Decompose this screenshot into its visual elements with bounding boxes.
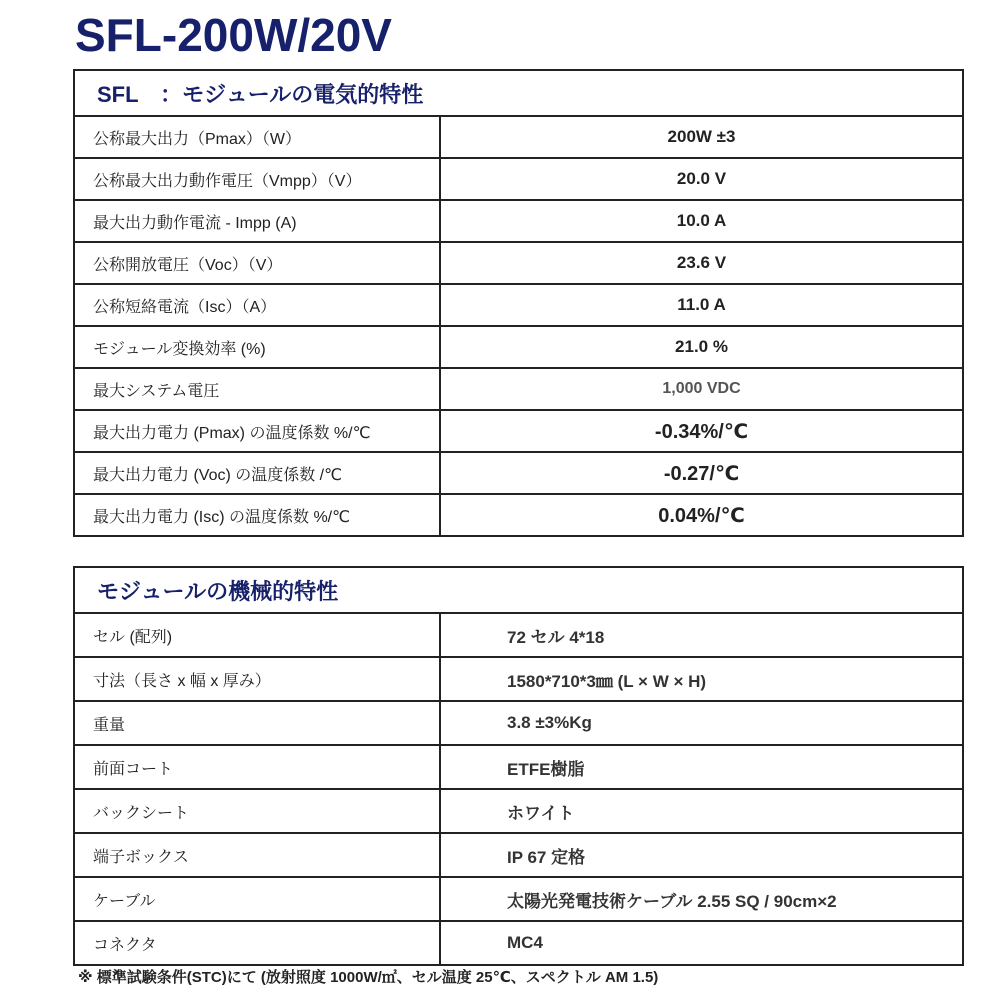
mechanical-characteristics-table	[73, 566, 964, 966]
row-value-backsheet: ホワイト	[440, 789, 963, 833]
table-row	[74, 242, 963, 284]
table-row	[74, 921, 963, 965]
row-label-connector: コネクタ	[74, 921, 440, 965]
row-label-isc: 公称短絡電流（Isc）（A）	[74, 284, 440, 326]
row-value-front-coat: ETFE樹脂	[440, 745, 963, 789]
row-label-pmax: 公称最大出力（Pmax）（W）	[74, 116, 440, 158]
row-label-cells: セル (配列)	[74, 613, 440, 657]
row-label-max-system-voltage: 最大システム電圧	[74, 368, 440, 410]
table-row	[74, 789, 963, 833]
row-label-temp-coef-voc: 最大出力電力 (Voc) の温度係数 /℃	[74, 452, 440, 494]
table-row	[74, 200, 963, 242]
table-row	[74, 701, 963, 745]
row-value-weight: 3.8 ±3%Kg	[440, 701, 963, 745]
table-row	[74, 494, 963, 536]
row-label-junction-box: 端子ボックス	[74, 833, 440, 877]
row-value-voc: 23.6 V	[440, 242, 963, 284]
row-label-weight: 重量	[74, 701, 440, 745]
row-value-pmax: 200W ±3	[440, 116, 963, 158]
table-row	[74, 745, 963, 789]
electrical-table-header: SFL ：モジュールの電気的特性	[74, 70, 963, 116]
row-label-cable: ケーブル	[74, 877, 440, 921]
row-value-connector: MC4	[440, 921, 963, 965]
row-value-temp-coef-voc: -0.27/℃	[440, 452, 963, 494]
table-row	[74, 877, 963, 921]
row-value-temp-coef-pmax: -0.34%/℃	[440, 410, 963, 452]
row-value-cable: 太陽光発電技術ケーブル 2.55 SQ / 90cm×2	[440, 877, 963, 921]
footnote: ※ 標準試験条件(STC)にて (放射照度 1000W/㎡、セル温度 25℃、スペクトル AM 1.5)	[78, 969, 659, 986]
row-value-max-system-voltage: 1,000 VDC	[440, 368, 963, 410]
table-row	[74, 326, 963, 368]
table-row	[74, 158, 963, 200]
table-row	[74, 657, 963, 701]
row-value-junction-box: IP 67 定格	[440, 833, 963, 877]
table-row	[74, 284, 963, 326]
row-value-cells: 72 セル 4*18	[440, 613, 963, 657]
row-value-temp-coef-isc: 0.04%/℃	[440, 494, 963, 536]
electrical-characteristics-table	[73, 69, 964, 537]
table-row	[74, 833, 963, 877]
row-label-dimensions: 寸法（長さ x 幅 x 厚み）	[74, 657, 440, 701]
row-label-impp: 最大出力動作電流 - Impp (A)	[74, 200, 440, 242]
row-value-dimensions: 1580*710*3㎜ (L × W × H)	[440, 657, 963, 701]
row-label-efficiency: モジュール変換効率 (%)	[74, 326, 440, 368]
row-label-backsheet: バックシート	[74, 789, 440, 833]
row-value-efficiency: 21.0 %	[440, 326, 963, 368]
table-row	[74, 613, 963, 657]
row-label-temp-coef-pmax: 最大出力電力 (Pmax) の温度係数 %/℃	[74, 410, 440, 452]
row-value-vmpp: 20.0 V	[440, 158, 963, 200]
row-label-front-coat: 前面コート	[74, 745, 440, 789]
mechanical-table-header: モジュールの機械的特性	[74, 567, 963, 613]
table-row	[74, 410, 963, 452]
table-row	[74, 368, 963, 410]
row-label-temp-coef-isc: 最大出力電力 (Isc) の温度係数 %/℃	[74, 494, 440, 536]
row-label-voc: 公称開放電圧（Voc）（V）	[74, 242, 440, 284]
page-title: SFL-200W/20V	[75, 9, 392, 61]
row-value-impp: 10.0 A	[440, 200, 963, 242]
row-value-isc: 11.0 A	[440, 284, 963, 326]
table-row	[74, 116, 963, 158]
row-label-vmpp: 公称最大出力動作電圧（Vmpp）（V）	[74, 158, 440, 200]
table-row	[74, 452, 963, 494]
